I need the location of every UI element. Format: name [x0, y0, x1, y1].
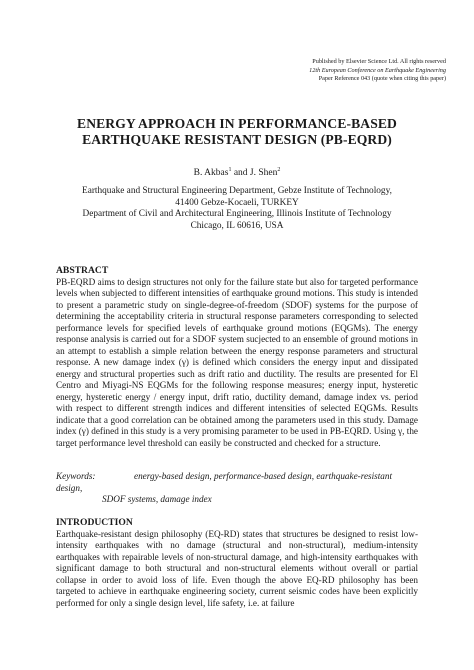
publication-note [206, 58, 446, 84]
abstract-heading: ABSTRACT [56, 265, 109, 276]
affiliation-line-3: Department of Civil and Architectural Engineering, Illinois Institute of Technology [82, 209, 392, 220]
author-2: and J. Shen [231, 168, 278, 178]
introduction-text: Earthquake-resistant design philosophy (EQ-RD) states that structures be designed to resist low-intensity earthquakes with no damage (structural and non-structural), medium-intensity earthquakes with repairable levels of non-structural damage, and high-intensity earthquakes with significant damage to both structural and non-structural elements without overall or partial collapse in order to avoid loss of life. Even though the above EQ-RD philosophy has been targeted to achieve in earthquake engineering society, current seismic codes have been explicitly performed for only a single design level, life safety, i.e. at failure [56, 528, 418, 608]
author-2-affiliation-mark: 2 [277, 166, 281, 173]
author-list [30, 167, 444, 179]
keywords-label: Keywords: [56, 471, 96, 481]
affiliations [30, 186, 444, 232]
affiliation-line-2: 41400 Gebze-Kocaeli, TURKEY [175, 197, 299, 208]
publication-note-line-3: Paper Reference 043 (quote when citing this paper) [318, 75, 446, 83]
keywords-line-2: SDOF systems, damage index [102, 494, 212, 504]
introduction-heading: INTRODUCTION [56, 517, 133, 528]
abstract-section [56, 265, 418, 449]
abstract-text: PB-EQRD aims to design structures not only for the failure state but also for targeted performance levels when subjected to different intensities of earthquake ground motions. This study is intended to present a parametric study on single-degree-of-freedom (SDOF) systems for the purpose of determining the acceptability criteria in structural response parameters corresponding to selected performance levels for specified levels of earthquake ground motions (EQGMs). The energy response analysis is carried out for a SDOF system sucjected to an ensemble of ground motions in an attempt to establish a simple relation between the energy response parameters and structural response. A new damage index (γ) is defined which considers the energy input and dissipated energy and structural properties such as drift ratio and ductility. The results are presented for El Centro and Miyagi-NS EQGMs for the following response measures; energy input, hysteretic energy, hysteretic energy / energy input, drift ratio, ductility demand, damage index vs. period with respect to different strength indices and different intensities of selected EQGMs. Results indicate that a good correlation can be obtained among the parameters used in this study. Damage index (γ) defined in this study is a very promising parameter to be used in PB-EQRD. Using γ, the target performance level threshold can easily be constructed and checked for a structure. [56, 276, 418, 448]
paper-title-line-1: ENERGY APPROACH IN PERFORMANCE-BASED [77, 116, 397, 131]
publication-note-line-1: Published by Elsevier Science Ltd. All rights reserved [312, 58, 446, 65]
author-1-affiliation-mark: 1 [228, 166, 232, 173]
paper-title [30, 116, 444, 148]
keywords-line-1: energy-based design, performance-based design, earthquake-resistant design, [56, 471, 393, 493]
affiliation-line-4: Chicago, IL 60616, USA [190, 220, 284, 231]
affiliation-line-1: Earthquake and Structural Engineering Department, Gebze Institute of Technology, [82, 186, 392, 196]
publication-note-line-2: 12th European Conference on Earthquake Engineering [309, 66, 446, 74]
introduction-section [56, 517, 418, 609]
paper-title-line-2: EARTHQUAKE RESISTANT DESIGN (PB-EQRD) [82, 132, 392, 147]
keywords-block [56, 471, 418, 506]
author-1: B. Akbas [193, 168, 229, 178]
